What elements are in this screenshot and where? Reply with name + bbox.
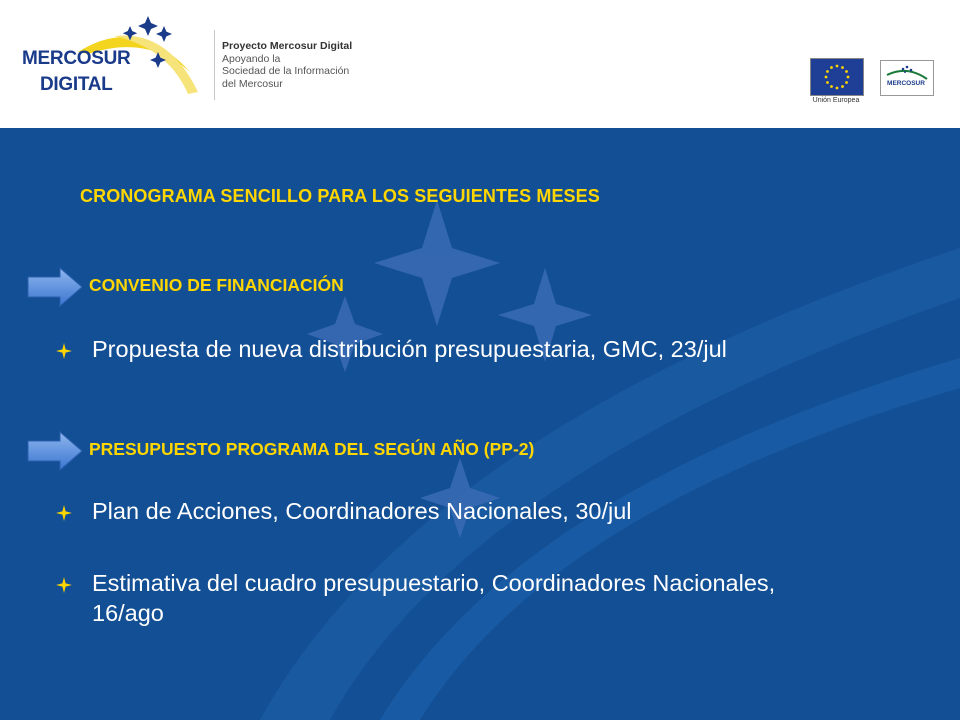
eu-star	[826, 70, 829, 73]
eu-star	[841, 66, 844, 69]
sparkle-bullet-icon	[56, 343, 72, 359]
eu-star	[845, 70, 848, 73]
header-divider	[214, 30, 215, 100]
project-caption	[222, 40, 352, 90]
arrow-right-icon	[26, 430, 84, 472]
eu-star	[830, 66, 833, 69]
decorative-stars-and-swoosh	[0, 128, 960, 720]
section-title-convenio: CONVENIO DE FINANCIACIÓN	[89, 275, 344, 295]
list-item	[92, 334, 727, 364]
eu-star	[826, 81, 829, 84]
logo-text-mercosur: MERCOSUR	[22, 48, 131, 69]
logo-text-digital: DIGITAL	[40, 74, 113, 95]
project-title: Proyecto Mercosur Digital	[222, 40, 353, 52]
eu-star	[825, 76, 828, 79]
list-item	[92, 496, 632, 526]
list-item	[92, 568, 852, 628]
list-item-text: Estimativa del cuadro presupuestario, Coordinadores Nacionales, 16/ago	[92, 570, 776, 626]
slide-body	[0, 128, 960, 720]
eu-star	[847, 76, 850, 79]
eu-star	[830, 85, 833, 88]
project-line: Apoyando la	[222, 52, 281, 65]
list-item-text: Plan de Acciones, Coordinadores Nacionales, 30/jul	[92, 498, 632, 524]
slide-heading: CRONOGRAMA SENCILLO PARA LOS SEGUIENTES MESES	[80, 186, 600, 206]
mercosur-flag-icon	[880, 60, 934, 96]
eu-label: Unión Europea	[812, 97, 860, 104]
eu-star	[841, 85, 844, 88]
eu-flag-icon	[810, 58, 864, 96]
project-line: del Mercosur	[222, 77, 283, 90]
mercosur-label: MERCOSUR	[887, 80, 925, 87]
list-item-text: Propuesta de nueva distribución presupuestaria, GMC, 23/jul	[92, 336, 727, 362]
sparkle-bullet-icon	[56, 505, 72, 521]
sparkle-bullet-icon	[56, 577, 72, 593]
eu-star	[836, 65, 839, 68]
project-line: Sociedad de la Información	[222, 65, 350, 77]
header-bar	[0, 0, 960, 128]
eu-star	[836, 87, 839, 90]
arrow-right-icon	[26, 266, 84, 308]
section-title-presupuesto: PRESUPUESTO PROGRAMA DEL SEGÚN AÑO (PP-2)	[89, 439, 535, 459]
eu-star	[845, 81, 848, 84]
